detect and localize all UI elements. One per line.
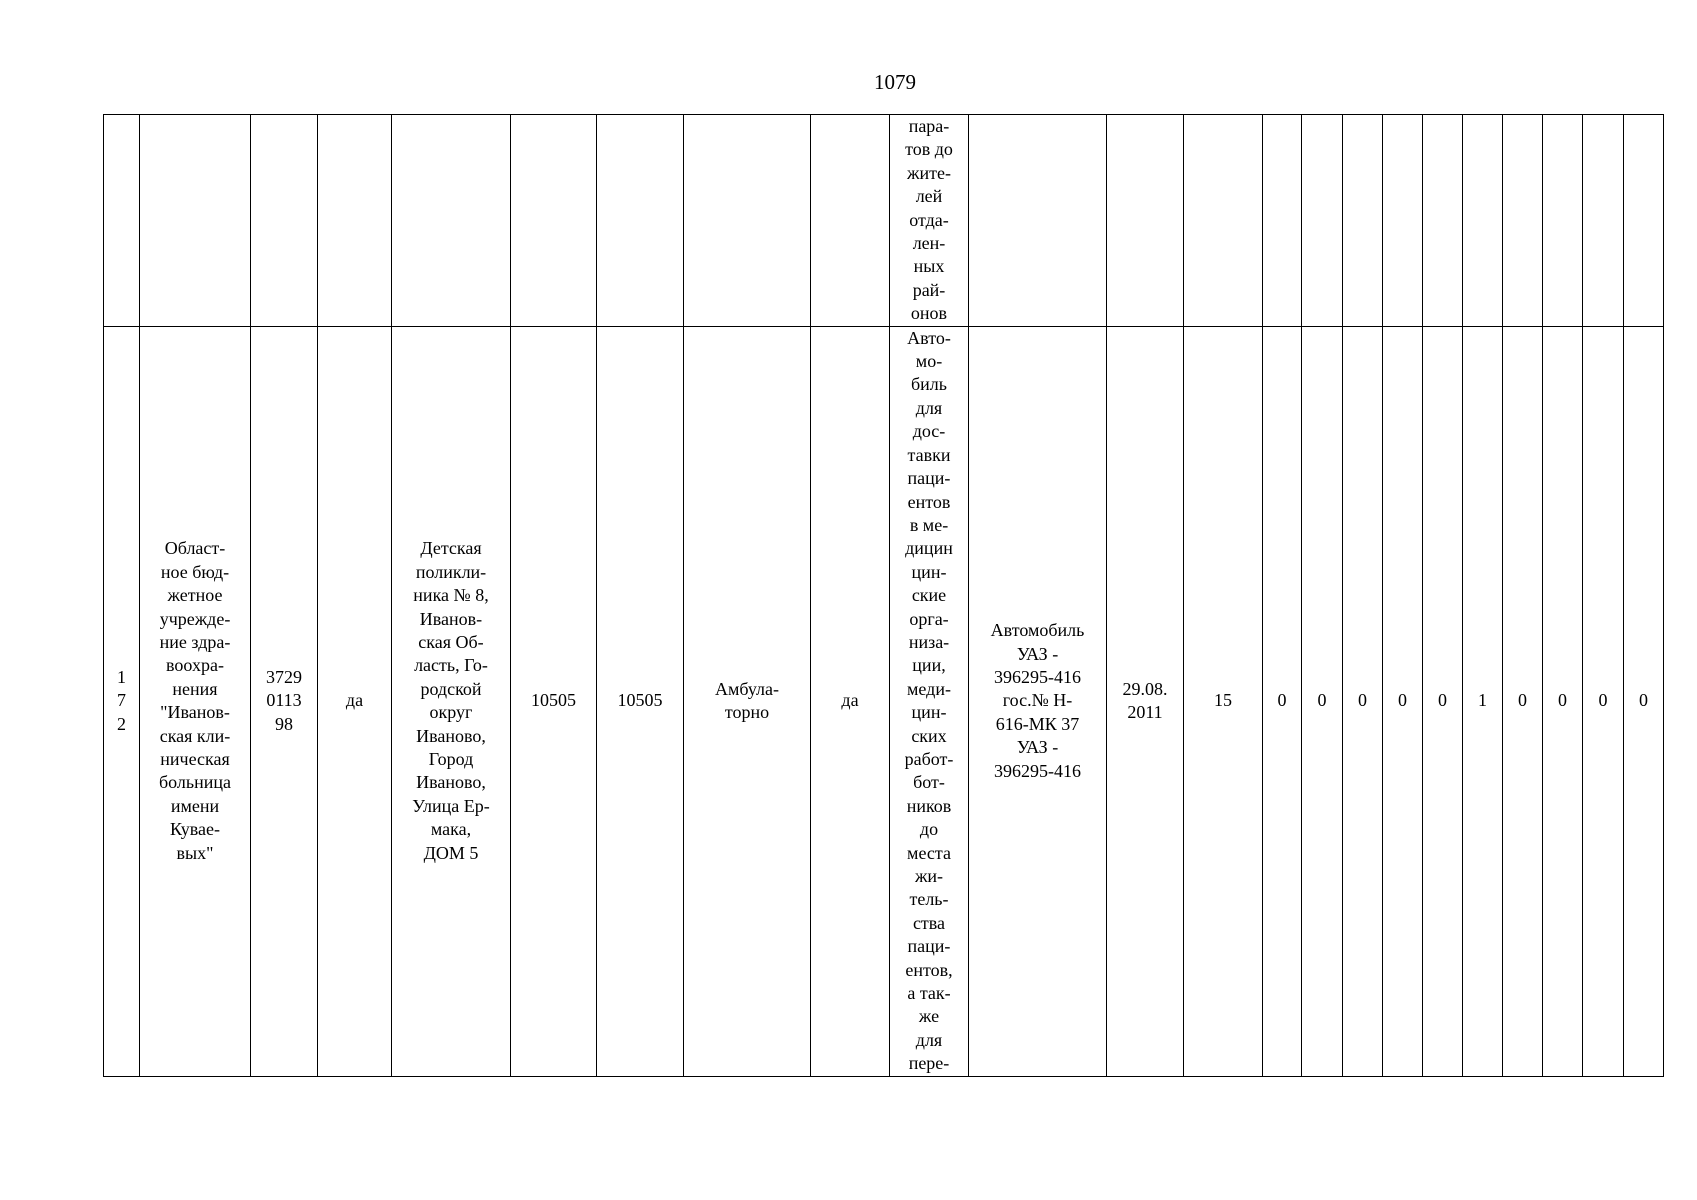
page-number: 1079 <box>874 70 916 94</box>
v1-value: 0 <box>1277 690 1287 711</box>
v9-value: 0 <box>1598 690 1608 711</box>
purpose-value: Авто- мо- биль для дос- тавки паци- ентов в ме- дицин цин- ские орга- низа- ции, меди- цин- ских работ- бот- ников до места жи- тель- ства паци- ентов, а так- же для пере- <box>904 327 954 1074</box>
table-row <box>104 326 1664 1076</box>
cell-care-type <box>684 326 811 1076</box>
cell-vehicle <box>969 326 1107 1076</box>
cell-date <box>1107 115 1184 327</box>
cell-code2 <box>597 115 684 327</box>
vehicle-value: Автомобиль УАЗ - 396295-416 гос.№ Н- 616-МК 37 УАЗ - 396295-416 <box>990 620 1085 781</box>
cell-v2 <box>1302 115 1343 327</box>
code1-value: 10505 <box>531 690 576 711</box>
cell-num <box>104 326 140 1076</box>
cell-flag1 <box>318 115 392 327</box>
vehicle-registry-table <box>103 114 1664 1077</box>
organization-name: Област- ное бюд- жетное учрежде- ние здра- воохра- нения "Иванов- ская кли- ническая больница имени Кувае- вых" <box>159 538 231 863</box>
v3-value: 0 <box>1358 690 1367 711</box>
cell-v7 <box>1503 326 1543 1076</box>
v8-value: 0 <box>1558 690 1567 711</box>
cell-v5 <box>1423 115 1463 327</box>
cell-v10 <box>1624 326 1664 1076</box>
v7-value: 0 <box>1518 690 1527 711</box>
cell-flag2 <box>811 115 890 327</box>
cell-v4 <box>1383 326 1423 1076</box>
cell-address <box>392 326 511 1076</box>
cell-code1 <box>511 326 597 1076</box>
cell-v3 <box>1343 326 1383 1076</box>
flag2-value: да <box>841 690 859 711</box>
cell-purpose <box>890 326 969 1076</box>
cell-org-name <box>140 115 251 327</box>
v5-value: 0 <box>1438 690 1447 711</box>
cell-v2 <box>1302 326 1343 1076</box>
cell-v3 <box>1343 115 1383 327</box>
cell-flag2 <box>811 326 890 1076</box>
cell-code2 <box>597 326 684 1076</box>
cell-org-name <box>140 326 251 1076</box>
cell-v1 <box>1263 115 1302 327</box>
cell-v4 <box>1383 115 1423 327</box>
cell-v6 <box>1463 326 1503 1076</box>
cell-v10 <box>1624 115 1664 327</box>
cell-care-type <box>684 115 811 327</box>
purpose-tail-text: пара- тов до жите- лей отда- лен- ных рай- онов <box>905 116 953 324</box>
cell-count <box>1184 326 1263 1076</box>
v4-value: 0 <box>1398 690 1407 711</box>
cell-purpose-tail <box>890 115 969 327</box>
inn-value: 3729 0113 98 <box>266 667 302 734</box>
cell-code1 <box>511 115 597 327</box>
cell-flag1 <box>318 326 392 1076</box>
cell-v1 <box>1263 326 1302 1076</box>
address-value: Детская поликли- ника № 8, Иванов- ская Об- ласть, Го- родской округ Иваново, Город Иваново, Улица Ер- мака, ДОМ 5 <box>412 538 490 863</box>
cell-v9 <box>1583 326 1624 1076</box>
v6-value: 1 <box>1478 690 1487 711</box>
row-number: 1 7 2 <box>117 667 126 734</box>
date-value: 29.08. 2011 <box>1122 678 1168 723</box>
cell-address <box>392 115 511 327</box>
v2-value: 0 <box>1317 690 1327 711</box>
cell-v8 <box>1543 115 1583 327</box>
cell-v6 <box>1463 115 1503 327</box>
cell-num <box>104 115 140 327</box>
cell-v8 <box>1543 326 1583 1076</box>
count-value: 15 <box>1214 690 1232 711</box>
care-type-value: Амбула- торно <box>714 678 780 723</box>
cell-v7 <box>1503 115 1543 327</box>
cell-count <box>1184 115 1263 327</box>
table-row-continuation <box>104 115 1664 327</box>
code2-value: 10505 <box>617 690 663 711</box>
cell-v9 <box>1583 115 1624 327</box>
flag1-value: да <box>345 690 364 711</box>
cell-v5 <box>1423 326 1463 1076</box>
cell-vehicle <box>969 115 1107 327</box>
cell-inn <box>251 326 318 1076</box>
cell-inn <box>251 115 318 327</box>
cell-date <box>1107 326 1184 1076</box>
v10-value: 0 <box>1639 690 1648 711</box>
